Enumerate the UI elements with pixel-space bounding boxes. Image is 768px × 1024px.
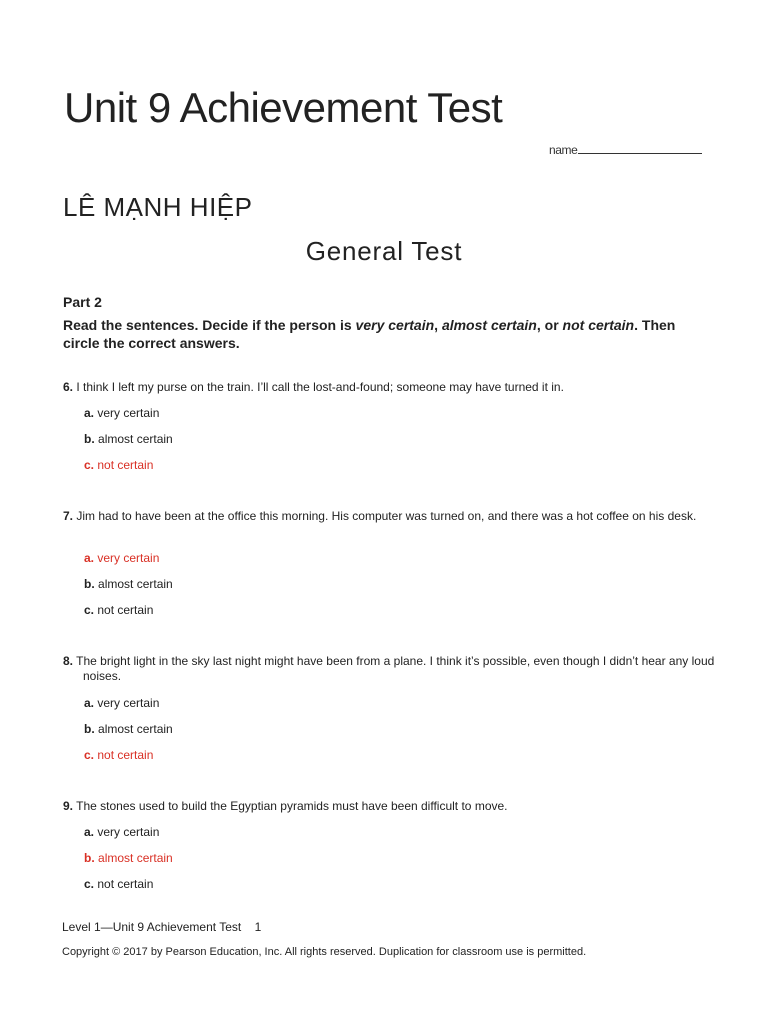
option-7c[interactable]: c. not certain <box>84 603 154 617</box>
option-9a[interactable]: a. very certain <box>84 825 160 839</box>
name-label: name <box>549 143 578 157</box>
question-6 <box>63 380 723 395</box>
page-title: Unit 9 Achievement Test <box>64 84 503 131</box>
instructions: Read the sentences. Decide if the person is very certain, almost certain, or not certain. Then circle the correct answers. <box>63 317 676 351</box>
question-text: I think I left my purse on the train. I’ll call the lost-and-found; someone may have turned it in. <box>76 380 564 394</box>
option-8b[interactable]: b. almost certain <box>84 722 173 736</box>
question-number: 9. <box>63 799 74 813</box>
copyright-notice: Copyright © 2017 by Pearson Education, Inc. All rights reserved. Duplication for classroom use is permitted. <box>62 946 587 958</box>
question-number: 8. <box>63 654 74 668</box>
question-text: The bright light in the sky last night might have been from a plane. I think it’s possible, even though I didn’t hear any loud noises. <box>76 654 715 683</box>
option-7a[interactable]: a. very certain <box>84 551 160 565</box>
option-8c[interactable]: c. not certain <box>84 748 154 762</box>
question-number: 7. <box>63 509 74 523</box>
part-heading: Part 2 <box>63 294 102 310</box>
option-6b[interactable]: b. almost certain <box>84 432 173 446</box>
question-9 <box>63 799 723 814</box>
question-number: 6. <box>63 380 74 394</box>
option-6a[interactable]: a. very certain <box>84 406 160 420</box>
footer-level-text: Level 1—Unit 9 Achievement Test <box>62 920 242 934</box>
question-text: The stones used to build the Egyptian pyramids must have been difficult to move. <box>76 799 508 813</box>
question-text: Jim had to have been at the office this morning. His computer was turned on, and there was a hot coffee on his desk. <box>76 509 697 523</box>
option-6c[interactable]: c. not certain <box>84 458 154 472</box>
question-8 <box>63 654 723 684</box>
test-subtitle: General Test <box>305 236 463 266</box>
option-9c[interactable]: c. not certain <box>84 877 154 891</box>
student-name: LÊ MẠNH HIỆP <box>63 192 253 222</box>
option-8a[interactable]: a. very certain <box>84 696 160 710</box>
name-blank-line[interactable] <box>578 141 702 154</box>
question-7 <box>63 509 723 524</box>
page-number: 1 <box>254 920 262 934</box>
footer-level <box>62 920 261 934</box>
name-field[interactable] <box>549 141 702 157</box>
option-7b[interactable]: b. almost certain <box>84 577 173 591</box>
option-9b[interactable]: b. almost certain <box>84 851 173 865</box>
